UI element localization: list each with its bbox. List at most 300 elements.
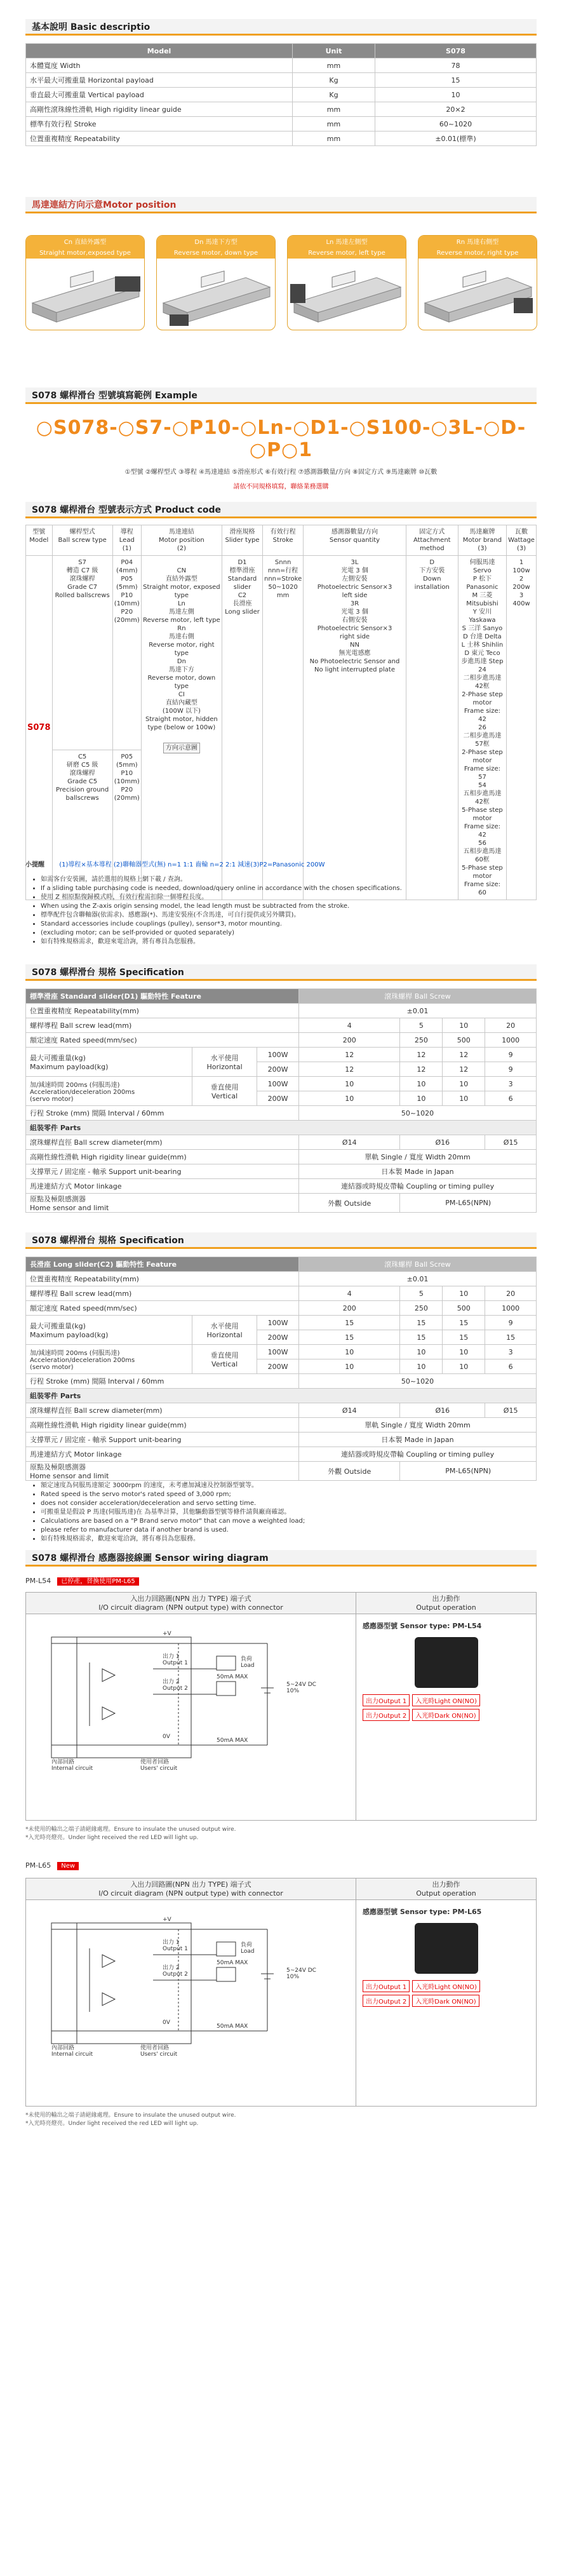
vertical-label: 垂直使用 Vertical bbox=[192, 1077, 257, 1106]
wiring-tag: New bbox=[57, 1862, 79, 1870]
payload-value: 100W bbox=[257, 1048, 299, 1062]
output-state: 入光時Light ON(NO) bbox=[412, 1980, 480, 1992]
parts-value: Ø14 bbox=[299, 1135, 400, 1150]
basic-cell: 本體寬度 Width bbox=[26, 58, 293, 73]
mount-card bbox=[156, 235, 276, 330]
code-header: 馬達連結 Motor position (2) bbox=[141, 525, 222, 556]
payload-value: 15 bbox=[400, 1316, 443, 1330]
parts-value: PM-L65(NPN) bbox=[400, 1194, 537, 1213]
payload-value: 15 bbox=[485, 1330, 537, 1345]
slider-illustration bbox=[418, 259, 537, 328]
code-header: 導程 Lead (1) bbox=[112, 525, 141, 556]
code-screw-s7: S7 轉造 C7 級 滾珠螺桿 Grade C7 Rolled ballscrews bbox=[52, 556, 112, 750]
spec-value: 500 bbox=[443, 1301, 485, 1316]
mount-card-header bbox=[418, 236, 537, 259]
basic-cell: ±0.01(標準) bbox=[375, 131, 537, 146]
spec-row bbox=[26, 1272, 537, 1286]
note-item: • Rated speed is the servo motor's rated speed of 3,000 rpm; bbox=[41, 1490, 533, 1499]
payload-value: 12 bbox=[400, 1048, 443, 1062]
sensor-type: 感應器型號 Sensor type: PM-L65 bbox=[363, 1908, 482, 1916]
footnote-text: (1)導程×基本導程 (2)聯軸器型式(無) n=1 1:1 齒輪 n=2 2:1 減速(3)P2=Panasonic 200W bbox=[59, 861, 325, 868]
stroke-value: 50~1020 bbox=[299, 1374, 537, 1389]
payload-value: 3 bbox=[485, 1077, 537, 1091]
payload-value: 200W bbox=[257, 1062, 299, 1077]
spec-payload-row bbox=[26, 1316, 537, 1330]
vertical-label: 垂直使用 Vertical bbox=[192, 1345, 257, 1374]
mount-cn: Ln 馬達左側型 bbox=[326, 239, 368, 246]
spec-feature-head: 長滑座 Long slider(C2) 驅動特性 Feature bbox=[26, 1257, 299, 1272]
section-title-spec-1: S078 螺桿滑台 規格 Specification bbox=[25, 964, 537, 981]
mount-card-header bbox=[26, 236, 144, 259]
wiring-left-head-en: I/O circuit diagram (NPN output type) with connector bbox=[98, 1889, 283, 1898]
basic-row bbox=[26, 58, 537, 73]
basic-cell: 10 bbox=[375, 88, 537, 102]
payload-value: 10 bbox=[299, 1091, 400, 1106]
payload-value: 12 bbox=[400, 1062, 443, 1077]
payload-value: 12 bbox=[443, 1048, 485, 1062]
payload-value: 6 bbox=[485, 1359, 537, 1374]
payload-value: 10 bbox=[443, 1091, 485, 1106]
basic-cell: mm bbox=[293, 131, 375, 146]
code-brand: 伺服馬達 Servo P 松下 Panasonic M 三菱 Mitsubishi Y 安川 Yaskawa S 三洋 Sanyo D 台達 Delta L 士林 Shihlin D 東元 Teco 步進馬達 Step 24 二相步進馬達42框 2-Phase step motor Frame size: 42 26 二相步進馬達57框 2-Phase step motor Frame size: 57 54 五相步進馬達42框 5-Phase step motor Frame size: 42 56 五相步進馬達60框 5-Phase step motor Frame size: 60 bbox=[458, 556, 506, 900]
payload-value: 10 bbox=[400, 1345, 443, 1359]
wiring-right-head-en: Output operation bbox=[416, 1889, 476, 1898]
note-item: • 如有特殊規格需求，歡迎來電洽詢，將有專員為您服務。 bbox=[41, 1535, 533, 1544]
circuit-label: 負荷 Load bbox=[241, 1942, 255, 1955]
wiring-left-head bbox=[26, 1593, 356, 1614]
basic-header-s078: S078 bbox=[375, 44, 537, 58]
spec-payload-row bbox=[26, 1077, 537, 1091]
code-header: 型號 Model bbox=[26, 525, 53, 556]
payload-value: 15 bbox=[299, 1330, 400, 1345]
payload-value: 10 bbox=[400, 1091, 443, 1106]
parts-label: 原點及極限感測器 Home sensor and limit bbox=[26, 1194, 299, 1213]
circuit-label: 使用者回路 Users' circuit bbox=[140, 2045, 178, 2058]
wiring-note: *入光時亮燈亮。Under light received the red LED will light up. bbox=[25, 1835, 199, 1841]
basic-cell: 水平最大可搬重量 Horizontal payload bbox=[26, 73, 293, 88]
slider-illustration bbox=[157, 259, 275, 328]
spec-row bbox=[26, 1004, 537, 1018]
mount-en: Straight motor,exposed type bbox=[39, 250, 131, 257]
note-item: • does not consider acceleration/deceleration and servo setting time. bbox=[41, 1499, 533, 1508]
code-header: 感測器數量/方向 Sensor quantity bbox=[304, 525, 406, 556]
code-lead-c5: P05 (5mm) P10 (10mm) P20 (20mm) bbox=[112, 750, 141, 900]
spec-table bbox=[25, 1257, 537, 1481]
parts-row bbox=[26, 1447, 537, 1462]
spec-label: 螺桿導程 Ball screw lead(mm) bbox=[26, 1018, 299, 1033]
parts-value: 日本製 Made in Japan bbox=[299, 1433, 537, 1447]
wiring-tag: 已停產，替換使用PM-L65 bbox=[57, 1577, 139, 1586]
spec-label: 位置重複精度 Repeatability(mm) bbox=[26, 1272, 299, 1286]
spec-value: 250 bbox=[400, 1301, 443, 1316]
wiring-model-row bbox=[25, 1575, 139, 1585]
basic-header-model: Model bbox=[26, 44, 293, 58]
basic-cell: Kg bbox=[293, 73, 375, 88]
basic-row bbox=[26, 88, 537, 102]
payload-value: 200W bbox=[257, 1091, 299, 1106]
payload-value: 9 bbox=[485, 1316, 537, 1330]
wiring-left-head-cn: 入出力回路圖(NPN 出力 TYPE) 端子式 bbox=[130, 1595, 251, 1603]
parts-value: PM-L65(NPN) bbox=[400, 1462, 537, 1481]
circuit-label: 50mA MAX bbox=[217, 2023, 248, 2030]
circuit-diagram bbox=[26, 1618, 356, 1770]
code-sensor: 3L 光電 3 個 左側安裝 Photoelectric Sensor×3 left side 3R 光電 3 個 右側安裝 Photoelectric Sensor×3 right side NN 無光電感應 No Photoelectric Sensor and No light interrupted plate bbox=[304, 556, 406, 900]
basic-cell: mm bbox=[293, 102, 375, 117]
payload-value: 100W bbox=[257, 1345, 299, 1359]
circuit-label: 出力 2 Output 2 bbox=[163, 1965, 188, 1978]
parts-row bbox=[26, 1150, 537, 1164]
wiring-right-head-en: Output operation bbox=[416, 1603, 476, 1612]
parts-row bbox=[26, 1433, 537, 1447]
parts-value: Ø16 bbox=[400, 1403, 485, 1418]
basic-row bbox=[26, 131, 537, 146]
code-header: 固定方式 Attachment method bbox=[406, 525, 458, 556]
parts-label: 原點及極限感測器 Home sensor and limit bbox=[26, 1462, 299, 1481]
spec-row bbox=[26, 1286, 537, 1301]
payload-value: 10 bbox=[443, 1345, 485, 1359]
section-title-motor-position: 馬達連結方向示意Motor position bbox=[25, 197, 537, 213]
parts-row bbox=[26, 1418, 537, 1433]
payload-value: 9 bbox=[485, 1062, 537, 1077]
note-item: • 額定速度為伺服馬達額定 3000rpm 的速度，未考慮加減速及控制器型號等。 bbox=[41, 1481, 533, 1490]
circuit-label: 0V bbox=[163, 2020, 170, 2026]
payload-value: 15 bbox=[443, 1330, 485, 1345]
parts-row bbox=[26, 1179, 537, 1194]
notes-list-1 bbox=[32, 875, 533, 947]
spec-value: 4 bbox=[299, 1018, 400, 1033]
wiring-right-head bbox=[356, 1878, 536, 1900]
code-header: 螺桿型式 Ball screw type bbox=[52, 525, 112, 556]
circuit-label: 內部回路 Internal circuit bbox=[51, 2045, 93, 2058]
circuit-label: +V bbox=[163, 1917, 171, 1923]
output-row bbox=[363, 1980, 530, 1992]
mount-cn: Dn 馬達下方型 bbox=[194, 239, 238, 246]
parts-value: 單軌 Single / 寬度 Width 20mm bbox=[299, 1150, 537, 1164]
mount-en: Reverse motor, left type bbox=[308, 250, 385, 257]
output-row bbox=[363, 1709, 530, 1721]
payload-value: 12 bbox=[299, 1048, 400, 1062]
payload-value: 12 bbox=[299, 1062, 400, 1077]
code-motor-text: CN 直結外露型 Straight motor, exposed type Ln 馬達左側 Reverse motor, left type Rn 馬達右側 Reverse motor, right type Dn 馬達下方 Reverse motor, down type CI 直結內藏型 (100W 以下) Straight motor, hidden type (below or 100w) bbox=[143, 567, 220, 731]
mount-cn: Rn 馬達右側型 bbox=[456, 239, 499, 246]
section-title-basic: 基本說明 Basic descriptio bbox=[25, 19, 537, 36]
note-item: • 如有特殊規格需求，歡迎來電洽詢，將有專員為您服務。 bbox=[41, 938, 533, 947]
slider-illustration bbox=[288, 259, 406, 328]
wiring-left-head bbox=[26, 1878, 356, 1900]
payload-value: 100W bbox=[257, 1077, 299, 1091]
circuit-label: 50mA MAX bbox=[217, 1737, 248, 1744]
horizontal-label: 水平使用 Horizontal bbox=[192, 1048, 257, 1077]
spec-value: 1000 bbox=[485, 1033, 537, 1048]
basic-cell: 78 bbox=[375, 58, 537, 73]
note-item: • 使用 Z 相原點復歸模式時，有效行程需扣除一個導程長度。 bbox=[41, 893, 533, 902]
parts-value: 日本製 Made in Japan bbox=[299, 1164, 537, 1179]
section-title-product-code: S078 螺桿滑台 型號表示方式 Product code bbox=[25, 502, 537, 518]
circuit-label: 內部回路 Internal circuit bbox=[51, 1759, 93, 1772]
output-row bbox=[363, 1694, 530, 1706]
mount-card bbox=[287, 235, 406, 330]
spec-label: 位置重複精度 Repeatability(mm) bbox=[26, 1004, 299, 1018]
parts-label: 支撐單元 / 固定座 - 軸承 Support unit-bearing bbox=[26, 1164, 299, 1179]
spec-value: 1000 bbox=[485, 1301, 537, 1316]
wiring-left bbox=[26, 1593, 356, 1820]
parts-value: 連結器或時規皮帶輪 Coupling or timing pulley bbox=[299, 1179, 537, 1194]
parts-row bbox=[26, 1135, 537, 1150]
example-note: 請依不同規格填寫，聯絡業務選購 bbox=[233, 483, 329, 490]
output-state: 入光時Light ON(NO) bbox=[412, 1694, 480, 1706]
circuit-label: 0V bbox=[163, 1734, 170, 1740]
code-header: 馬達廠牌 Motor brand (3) bbox=[458, 525, 506, 556]
parts-label: 馬達連結方式 Motor linkage bbox=[26, 1447, 299, 1462]
payload-value: 10 bbox=[299, 1345, 400, 1359]
mount-en: Reverse motor, right type bbox=[436, 250, 519, 257]
basic-cell: Kg bbox=[293, 88, 375, 102]
payload-label: 最大可搬重量(kg) Maximum payload(kg) bbox=[26, 1048, 192, 1077]
parts-value: 連結器或時規皮帶輪 Coupling or timing pulley bbox=[299, 1447, 537, 1462]
spec-label: 額定速度 Rated speed(mm/sec) bbox=[26, 1033, 299, 1048]
basic-cell: 標準有效行程 Stroke bbox=[26, 117, 293, 131]
payload-value: 10 bbox=[443, 1077, 485, 1091]
parts-label: 高剛性線性滑軌 High rigidity linear guide(mm) bbox=[26, 1150, 299, 1164]
spec-value: 4 bbox=[299, 1286, 400, 1301]
basic-cell: 20×2 bbox=[375, 102, 537, 117]
parts-value: 單軌 Single / 寬度 Width 20mm bbox=[299, 1418, 537, 1433]
spec-value: 5 bbox=[400, 1286, 443, 1301]
wiring-left bbox=[26, 1878, 356, 2106]
wiring-right bbox=[356, 1878, 536, 2106]
payload-value: 15 bbox=[443, 1316, 485, 1330]
section-title-example: S078 螺桿滑台 型號填寫範例 Example bbox=[25, 388, 537, 404]
code-watt: 1 100w 2 200w 3 400w bbox=[507, 556, 537, 900]
parts-value: 外觀 Outside bbox=[299, 1462, 400, 1481]
payload-value: 12 bbox=[443, 1062, 485, 1077]
payload-value: 200W bbox=[257, 1330, 299, 1345]
code-motor bbox=[141, 556, 222, 900]
spec-row bbox=[26, 1301, 537, 1316]
basic-cell: 高剛性滾珠線性滑軌 High rigidity linear guide bbox=[26, 102, 293, 117]
spec-label: 額定速度 Rated speed(mm/sec) bbox=[26, 1301, 299, 1316]
mount-cn: Cn 直結外露型 bbox=[64, 239, 107, 246]
payload-value: 10 bbox=[400, 1077, 443, 1091]
mount-card-header bbox=[157, 236, 275, 259]
spec-value: 20 bbox=[485, 1018, 537, 1033]
parts-label: 滾珠螺桿直徑 Ball screw diameter(mm) bbox=[26, 1403, 299, 1418]
spec-value: 200 bbox=[299, 1301, 400, 1316]
parts-row bbox=[26, 1462, 537, 1481]
code-slider: D1 標準滑座 Standard slider C2 長滑座 Long slider bbox=[222, 556, 263, 900]
payload-value: 9 bbox=[485, 1048, 537, 1062]
circuit-label: 50mA MAX bbox=[217, 1960, 248, 1966]
circuit-label: 5~24V DC 10% bbox=[286, 1682, 316, 1694]
circuit-diagram bbox=[26, 1904, 356, 2056]
mount-card-header bbox=[288, 236, 406, 259]
mount-card bbox=[418, 235, 537, 330]
note-item: • 可搬重量是假設 P 馬達(伺服馬達)在 為基準計算，其他驅動器型號等條件請與廠商確認。 bbox=[41, 1508, 533, 1517]
parts-row bbox=[26, 1164, 537, 1179]
footnote-head: 小提醒 bbox=[25, 861, 44, 868]
wiring-left-head-cn: 入出力回路圖(NPN 出力 TYPE) 端子式 bbox=[130, 1880, 251, 1889]
note-item: • (excluding motor; can be self-provided or quoted separately) bbox=[41, 929, 533, 938]
wiring-diagram bbox=[25, 1878, 537, 2107]
note-item: • When using the Z-axis origin sensing model, the lead length must be subtracted from the stroke. bbox=[41, 902, 533, 911]
note-item: • 標準配件包含聯軸器(依需求)、感應器(*)、馬達安裝座(不含馬達，可自行提供或另外購買)。 bbox=[41, 911, 533, 920]
payload-value: 200W bbox=[257, 1359, 299, 1374]
parts-label: 馬達連結方式 Motor linkage bbox=[26, 1179, 299, 1194]
circuit-label: 使用者回路 Users' circuit bbox=[140, 1759, 178, 1772]
notes-list-2 bbox=[32, 1481, 533, 1544]
basic-header-unit: Unit bbox=[293, 44, 375, 58]
basic-row bbox=[26, 73, 537, 88]
code-footnote bbox=[25, 859, 537, 868]
basic-row bbox=[26, 117, 537, 131]
circuit-label: 出力 1 Output 1 bbox=[163, 1939, 188, 1952]
basic-cell: mm bbox=[293, 117, 375, 131]
section-title-spec-2: S078 螺桿滑台 規格 Specification bbox=[25, 1232, 537, 1249]
example-legend: ①型號 ②螺桿型式 ③導程 ④馬達連結 ⑤滑座形式 ⑥有效行程 ⑦感測器數量/方向 ⑧固定方式 ⑨馬達廠牌 ⑩瓦數 bbox=[124, 469, 438, 476]
code-attach: D 下方安裝 Down installation bbox=[406, 556, 458, 900]
code-screw-c5: C5 研磨 C5 級 滾珠螺桿 Grade C5 Precision ground ballscrews bbox=[52, 750, 112, 900]
note-item: • 如需客台安裝圖，請於選用的規格上網下載 / 查詢。 bbox=[41, 875, 533, 884]
circuit-label: 負荷 Load bbox=[241, 1656, 255, 1669]
payload-value: 15 bbox=[299, 1316, 400, 1330]
payload-value: 100W bbox=[257, 1316, 299, 1330]
spec-table-standard bbox=[25, 988, 537, 1213]
parts-value: Ø14 bbox=[299, 1403, 400, 1418]
output-row bbox=[363, 1995, 530, 2007]
parts-row bbox=[26, 1194, 537, 1213]
note-item: • please refer to manufacturer data if another brand is used. bbox=[41, 1526, 533, 1535]
wiring-diagram bbox=[25, 1592, 537, 1821]
stroke-label: 行程 Stroke (mm) 間隔 Interval / 60mm bbox=[26, 1374, 299, 1389]
code-lead-s7: P04 (4mm) P05 (5mm) P10 (10mm) P20 (20mm) bbox=[112, 556, 141, 750]
spec-table bbox=[25, 988, 537, 1213]
basic-row bbox=[26, 102, 537, 117]
payload-value: 10 bbox=[443, 1359, 485, 1374]
mount-card bbox=[25, 235, 145, 330]
spec-row bbox=[26, 1033, 537, 1048]
wiring-model: PM-L65 bbox=[25, 1861, 51, 1870]
payload-value: 3 bbox=[485, 1345, 537, 1359]
wiring-note: *未使用的輸出之端子請絕緣處理。Ensure to insulate the unused output wire. bbox=[25, 2112, 236, 2119]
parts-value: Ø15 bbox=[485, 1403, 537, 1418]
spec-feature-head: 標準滑座 Standard slider(D1) 驅動特性 Feature bbox=[26, 989, 299, 1004]
note-item: • Standard accessories include couplings (pulley), sensor*3, motor mounting. bbox=[41, 920, 533, 929]
payload-value: 10 bbox=[400, 1359, 443, 1374]
spec-payload-row bbox=[26, 1345, 537, 1359]
accel-label: 加/減速時間 200ms (伺服馬達) Acceleration/deceleration 200ms (servo motor) bbox=[26, 1077, 192, 1106]
spec-label: 螺桿導程 Ball screw lead(mm) bbox=[26, 1286, 299, 1301]
spec-value: 10 bbox=[443, 1286, 485, 1301]
wiring-note: *未使用的輸出之端子請絕緣處理。Ensure to insulate the unused output wire. bbox=[25, 1826, 236, 1833]
output-state: 入光時Dark ON(NO) bbox=[412, 1709, 479, 1721]
sensor-photo bbox=[415, 1923, 478, 1974]
circuit-label: 50mA MAX bbox=[217, 1674, 248, 1680]
basic-cell: mm bbox=[293, 58, 375, 73]
basic-cell: 60~1020 bbox=[375, 117, 537, 131]
spec-value: 200 bbox=[299, 1033, 400, 1048]
basic-cell: 垂直最大可搬重量 Vertical payload bbox=[26, 88, 293, 102]
sensor-photo bbox=[415, 1637, 478, 1688]
code-header: 有效行程 Stroke bbox=[262, 525, 303, 556]
payload-value: 6 bbox=[485, 1091, 537, 1106]
basic-cell: 15 bbox=[375, 73, 537, 88]
example-area bbox=[25, 412, 537, 490]
note-item: • If a sliding table purchasing code is needed, download/query online in accordance with the chosen specifications. bbox=[41, 884, 533, 893]
spec-value: ±0.01 bbox=[299, 1004, 537, 1018]
output-name: 出力Output 2 bbox=[363, 1995, 410, 2007]
payload-value: 15 bbox=[400, 1330, 443, 1345]
code-header: 瓦數 Wattage (3) bbox=[507, 525, 537, 556]
stroke-value: 50~1020 bbox=[299, 1106, 537, 1121]
spec-value: 250 bbox=[400, 1033, 443, 1048]
spec-value: 500 bbox=[443, 1033, 485, 1048]
code-stroke: Snnn nnn=行程 nnn=Stroke 50~1020 mm bbox=[262, 556, 303, 900]
spec-ballscrew-head: 滾珠螺桿 Ball Screw bbox=[299, 989, 537, 1004]
payload-value: 10 bbox=[299, 1077, 400, 1091]
circuit-label: 5~24V DC 10% bbox=[286, 1967, 316, 1980]
parts-label: 高剛性線性滑軌 High rigidity linear guide(mm) bbox=[26, 1418, 299, 1433]
slider-illustration bbox=[26, 259, 144, 328]
basic-table bbox=[25, 43, 537, 146]
wiring-right bbox=[356, 1593, 536, 1820]
output-name: 出力Output 2 bbox=[363, 1709, 410, 1721]
motor-diagram-link[interactable]: 方向示意圖 bbox=[163, 743, 200, 753]
spec-payload-row bbox=[26, 1048, 537, 1062]
circuit-label: +V bbox=[163, 1631, 171, 1637]
parts-head: 組裝零件 Parts bbox=[26, 1389, 537, 1403]
note-item: • Calculations are based on a "P Brand servo motor" that can move a weighted load; bbox=[41, 1517, 533, 1526]
sensor-type: 感應器型號 Sensor type: PM-L54 bbox=[363, 1622, 482, 1630]
spec-value: 10 bbox=[443, 1018, 485, 1033]
code-header: 滑座規格 Slider type bbox=[222, 525, 263, 556]
parts-value: 外觀 Outside bbox=[299, 1194, 400, 1213]
wiring-right-head-cn: 出力動作 bbox=[432, 1595, 460, 1603]
wiring-model-row bbox=[25, 1861, 79, 1870]
payload-value: 10 bbox=[299, 1359, 400, 1374]
example-code: ○S078-○S7-○P10-○Ln-○D1-○S100-○3L-○D-○P○1 bbox=[36, 417, 526, 461]
code-model: S078 bbox=[26, 556, 53, 900]
spec-value: 5 bbox=[400, 1018, 443, 1033]
horizontal-label: 水平使用 Horizontal bbox=[192, 1316, 257, 1345]
wiring-left-head-en: I/O circuit diagram (NPN output type) with connector bbox=[98, 1603, 283, 1612]
stroke-label: 行程 Stroke (mm) 間隔 Interval / 60mm bbox=[26, 1106, 299, 1121]
payload-label: 最大可搬重量(kg) Maximum payload(kg) bbox=[26, 1316, 192, 1345]
wiring-right-head bbox=[356, 1593, 536, 1614]
spec-value: 20 bbox=[485, 1286, 537, 1301]
wiring-model: PM-L54 bbox=[25, 1577, 51, 1585]
spec-ballscrew-head: 滾珠螺桿 Ball Screw bbox=[299, 1257, 537, 1272]
wiring-note: *入光時亮燈亮。Under light received the red LED will light up. bbox=[25, 2121, 199, 2127]
parts-head: 組裝零件 Parts bbox=[26, 1121, 537, 1135]
circuit-label: 出力 1 Output 1 bbox=[163, 1654, 188, 1666]
parts-label: 滾珠螺桿直徑 Ball screw diameter(mm) bbox=[26, 1135, 299, 1150]
output-state: 入光時Dark ON(NO) bbox=[412, 1995, 479, 2007]
circuit-label: 出力 2 Output 2 bbox=[163, 1679, 188, 1692]
accel-label: 加/減速時間 200ms (伺服馬達) Acceleration/deceleration 200ms (servo motor) bbox=[26, 1345, 192, 1374]
parts-row bbox=[26, 1403, 537, 1418]
output-name: 出力Output 1 bbox=[363, 1980, 410, 1992]
mount-en: Reverse motor, down type bbox=[173, 250, 258, 257]
spec-row bbox=[26, 1018, 537, 1033]
spec-table-long bbox=[25, 1257, 537, 1481]
parts-value: Ø16 bbox=[400, 1135, 485, 1150]
wiring-right-head-cn: 出力動作 bbox=[432, 1880, 460, 1889]
parts-value: Ø15 bbox=[485, 1135, 537, 1150]
output-name: 出力Output 1 bbox=[363, 1694, 410, 1706]
section-title-wiring: S078 螺桿滑台 感應器接線圖 Sensor wiring diagram bbox=[25, 1550, 537, 1567]
basic-cell: 位置重複精度 Repeatability bbox=[26, 131, 293, 146]
spec-value: ±0.01 bbox=[299, 1272, 537, 1286]
